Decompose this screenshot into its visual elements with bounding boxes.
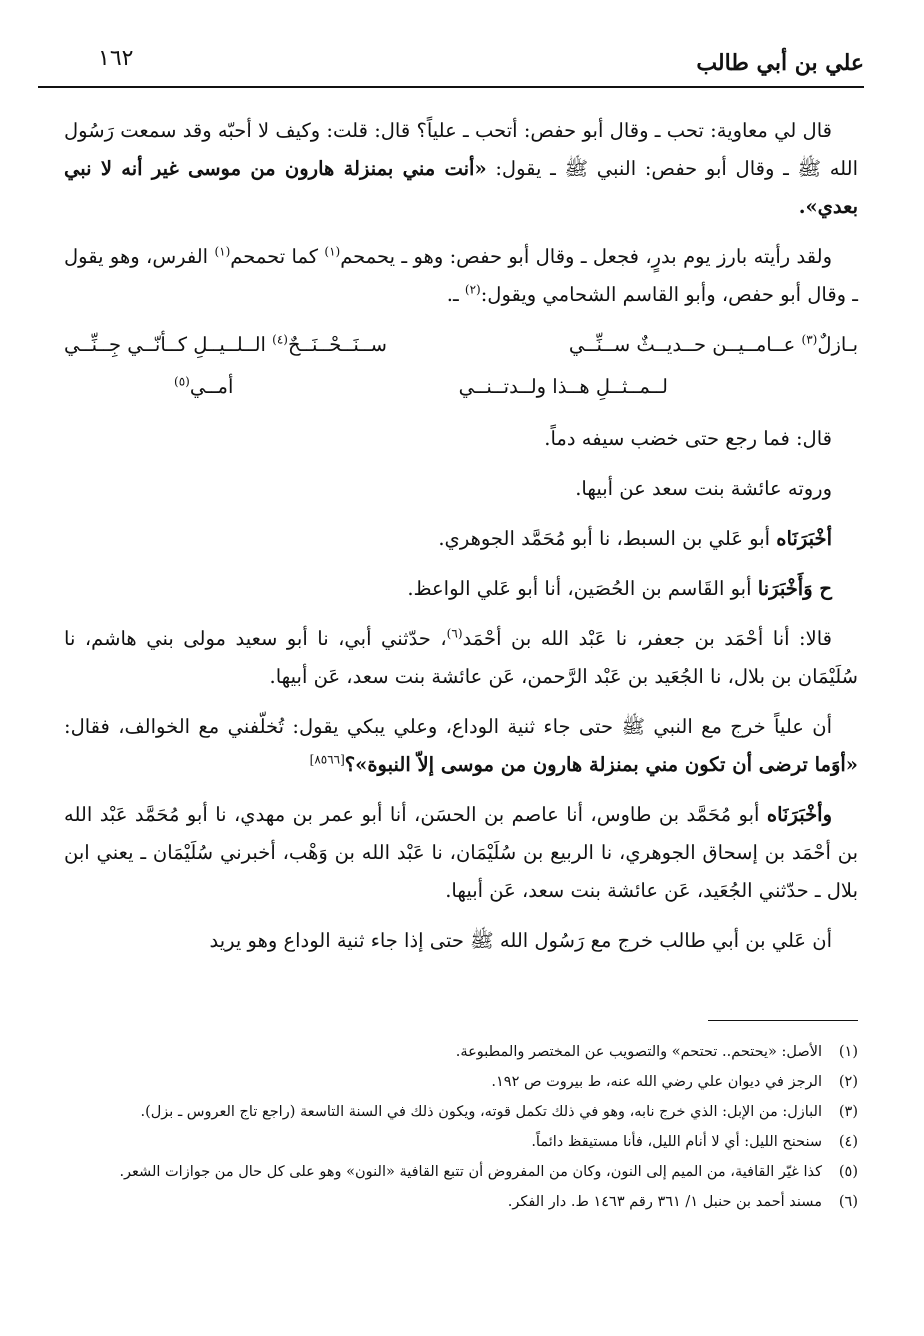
hemistich: [64, 326, 387, 364]
footnote-text: سنحنح الليل: أي لا أنام الليل، فأنا مستيقظ دائماً.: [531, 1134, 822, 1150]
verse-word: الــلــيــلِ كــأنّــي جِــنِّــي: [64, 333, 266, 356]
footnote-ref: (٦): [446, 626, 463, 641]
verse-word: لــمــثــلِ هــذا ولــدتــنــي: [458, 375, 668, 398]
verse-word: بـازلٌ: [817, 333, 858, 356]
footnote: [46, 1100, 858, 1124]
text-span: ولقد رأيته بارز يوم بدرٍ، فجعل ـ وقال أبو حفص: وهو ـ يحمحم: [340, 245, 832, 268]
verse-word: ســنَــحْــنَــحٌ: [287, 333, 387, 356]
text-span: أن علياً خرج مع النبي ﷺ حتى جاء ثنية الوداع، وعلي يبكي يقول: تُخلّفني مع الخوالف، فقال:: [64, 715, 832, 738]
paragraph: [64, 620, 858, 696]
footnote-ref: (٥): [174, 374, 190, 389]
footnote-text: الأصل: «يحتحم.. تحتحم» والتصويب عن المختصر والمطبوعة.: [455, 1044, 822, 1060]
footnote-separator: [708, 1020, 858, 1021]
footnotes: [46, 1040, 858, 1220]
text-span: ، حدّثني أبي، نا أبو سعيد مولى بني هاشم، نا سُلَيْمَان بن بلال، نا الجُعَيد بن عَبْد الرَّحمن، عَن عائشة بنت سعد، عَن أبيها.: [64, 627, 858, 688]
text-span: الفرس، وهو يقول ـ وقال أبو حفص، وأبو القاسم الشحامي ويقول:: [64, 245, 858, 306]
text-span: قالا: أنا أحْمَد بن جعفر، نا عَبْد الله بن أحْمَد: [462, 627, 832, 650]
footnote-number: (٦): [838, 1194, 858, 1210]
footnote: [46, 1040, 858, 1064]
isnad-keyword: أخْبَرَنَاه: [776, 527, 832, 550]
footnote-number: (٤): [838, 1134, 858, 1150]
text-span: أبو مُحَمَّد بن طاوس، أنا عاصم بن الحسَن، أنا أبو عمر بن مهدي، نا أبو مُحَمَّد عَبْد الله بن أحْمَد بن إسحاق الجوهري، نا الربيع بن سُلَيْمَان، نا عَبْد الله بن وَهْب، أخبرني سُلَيْمَان ـ يعني ابن بلال ـ حدّثني الجُعَيد، عَن عائشة بنت سعد، عَن أبيها.: [64, 803, 858, 902]
main-text: [64, 112, 858, 972]
text-span: أبو القَاسم بن الحُصَين، أنا أبو عَلي الواعظ.: [407, 577, 752, 600]
text-span: قال لي معاوية: تحب ـ وقال أبو حفص: أتحب ـ علياً؟ قال: قلت: وكيف لا أحبّه وقد سمعت رَسُول الله ﷺ ـ وقال أبو حفص: النبي ﷺ ـ يقول:: [64, 119, 858, 180]
page-number: ١٦٢: [98, 46, 134, 71]
verse-line-1: [64, 326, 858, 364]
verse-word: عــامــيــن حــديــثٌ ســنِّــي: [568, 333, 796, 356]
footnote-number: (١): [838, 1044, 858, 1060]
paragraph: [64, 708, 858, 784]
text-span: أبو عَلي بن السبط، نا أبو مُحَمَّد الجوهري.: [438, 527, 771, 550]
text-span: ـ.: [446, 283, 459, 306]
paragraph: [64, 520, 858, 558]
footnote-text: البازل: من الإبل: الذي خرج نابه، وهو في ذلك تكمل قوته، ويكون ذلك في السنة التاسعة (راجع تاج العروس ـ بزل).: [140, 1104, 822, 1120]
footnote: [46, 1190, 858, 1214]
paragraph: [64, 112, 858, 226]
footnote-number: (٥): [838, 1164, 858, 1180]
footnote-text: كذا غيّر القافية، من الميم إلى النون، وكان من المفروض أن تتبع القافية «النون» وهو على كل حال من جوازات الشعر.: [119, 1164, 822, 1180]
hemistich: [174, 368, 233, 406]
footnote-number: (٣): [838, 1104, 858, 1120]
footnote-ref: (٢): [464, 282, 481, 297]
paragraph: أن عَلي بن أبي طالب خرج مع رَسُول الله ﷺ حتى إذا جاء ثنية الوداع وهو يريد: [209, 929, 832, 952]
footnote-ref: (١): [324, 244, 341, 259]
hadith-quote: «أوَما ترضى أن تكون مني بمنزلة هارون من موسى إلاّ النبوة»؟: [344, 753, 858, 776]
footnote: [46, 1070, 858, 1094]
footnote: [46, 1160, 858, 1184]
footnote-ref: (٤): [272, 332, 288, 347]
paragraph: قال: فما رجع حتى خضب سيفه دماً.: [544, 427, 832, 450]
paragraph: [64, 796, 858, 910]
poem-verse: [64, 326, 858, 406]
text-span: كما تحمحم: [230, 245, 319, 268]
isnad-keyword: ح وَأَخْبَرَنا: [757, 577, 832, 600]
footnote: [46, 1130, 858, 1154]
hemistich: [569, 326, 858, 364]
page-header: [38, 42, 864, 88]
hadith-number: [٨٥٦٦]: [309, 752, 345, 767]
paragraph: [64, 238, 858, 314]
running-title: علي بن أبي طالب: [696, 50, 864, 76]
footnote-ref: (٣): [801, 332, 818, 347]
footnote-text: مسند أحمد بن حنبل ١/ ٣٦١ رقم ١٤٦٣ ط. دار الفكر.: [507, 1194, 822, 1210]
isnad-keyword: وأخْبَرَنَاه: [766, 803, 832, 826]
paragraph: وروته عائشة بنت سعد عن أبيها.: [575, 477, 832, 500]
verse-line-2: [64, 368, 858, 406]
paragraph: [64, 570, 858, 608]
footnote-number: (٢): [838, 1074, 858, 1090]
hadith-quote: «أنت مني بمنزلة هارون من موسى غير أنه لا نبي بعدي».: [64, 157, 858, 218]
verse-word: أمــي: [189, 375, 234, 398]
footnote-ref: (١): [214, 244, 231, 259]
footnote-text: الرجز في ديوان علي رضي الله عنه، ط بيروت ص ١٩٢.: [491, 1074, 822, 1090]
